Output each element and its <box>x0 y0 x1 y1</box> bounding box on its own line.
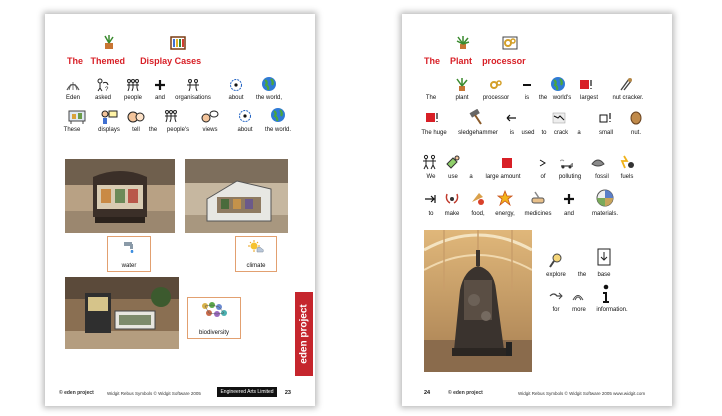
word: a <box>577 130 581 136</box>
page-title: The Plant processor <box>424 56 526 66</box>
flowerpot-icon <box>102 34 116 50</box>
word: displays <box>98 127 120 133</box>
word: about <box>237 127 253 133</box>
word: is <box>524 95 530 101</box>
word: polluting <box>558 174 582 180</box>
of-icon <box>536 156 550 170</box>
sun-icon <box>248 240 264 254</box>
about-icon <box>229 78 243 92</box>
medicine-icon <box>530 190 546 206</box>
about-icon <box>238 109 252 123</box>
word: people <box>123 95 143 101</box>
biodiversity-icon <box>200 301 228 319</box>
small-icon <box>599 111 613 125</box>
plant-icon <box>455 34 471 50</box>
climate-label: climate <box>246 263 266 269</box>
large-square-icon <box>501 156 515 170</box>
word: fuels <box>620 174 634 180</box>
word: and <box>563 211 575 217</box>
nutcracker-icon <box>618 76 634 92</box>
organisations-icon <box>186 78 200 92</box>
word: a <box>469 174 473 180</box>
photo-plant-processor <box>424 230 532 372</box>
photo-display-case-3 <box>65 277 179 349</box>
word: base <box>597 272 611 278</box>
word: processor <box>482 95 510 101</box>
gears-icon <box>489 78 503 92</box>
people-icon <box>164 109 178 123</box>
fuels-icon <box>619 154 635 170</box>
word: for <box>552 307 560 313</box>
engineered-arts-badge: Engineered Arts Limited <box>217 387 277 397</box>
word: world's <box>552 95 572 101</box>
word: fossil <box>595 174 609 180</box>
word: the <box>538 95 548 101</box>
globe-icon <box>270 107 286 123</box>
footer-copyright: © eden project <box>448 390 483 396</box>
climate-card <box>235 236 277 272</box>
word: small <box>598 130 614 136</box>
biodiversity-label: biodiversity <box>198 330 229 336</box>
food-icon <box>470 190 486 206</box>
plant-icon <box>454 76 470 92</box>
svg-text:?: ? <box>105 87 109 92</box>
photo-display-case-2 <box>185 159 288 233</box>
plus-icon <box>153 78 167 92</box>
page-24 <box>402 14 672 406</box>
word: largest <box>579 95 599 101</box>
word: food, <box>471 211 485 217</box>
word: is <box>509 130 515 136</box>
word: organisations <box>175 95 211 101</box>
more-icon <box>571 290 585 302</box>
word: The huge <box>421 130 447 136</box>
word: information. <box>596 307 628 313</box>
biodiversity-card <box>187 297 241 339</box>
word: used <box>521 130 535 136</box>
people-icon <box>126 78 140 92</box>
asked-icon <box>96 78 110 92</box>
hammer-icon <box>468 109 484 125</box>
globe-icon <box>261 76 277 92</box>
globe-icon <box>550 76 566 92</box>
eden-icon <box>66 78 80 92</box>
word: of <box>540 174 546 180</box>
word: use <box>448 174 458 180</box>
plus-icon <box>562 192 576 206</box>
word: the world, <box>255 95 283 101</box>
word: the world. <box>264 127 292 133</box>
footer-copyright: © eden project <box>59 390 94 396</box>
water-label: water <box>121 263 137 269</box>
word: explore <box>546 272 566 278</box>
page-number: 24 <box>424 390 431 396</box>
polluting-icon <box>560 156 574 170</box>
arrow-icon <box>423 192 437 206</box>
word: nut. <box>630 130 642 136</box>
is-icon <box>520 78 534 92</box>
word: the <box>577 272 587 278</box>
eden-project-sidebar: eden project <box>295 292 313 376</box>
word: energy, <box>495 211 515 217</box>
word: people's <box>166 127 190 133</box>
fossil-icon <box>590 154 606 170</box>
word: Eden <box>65 95 81 101</box>
tap-icon <box>121 240 137 254</box>
word: The <box>425 95 437 101</box>
footer-widgit: Widgit Rebus Symbols © Widgit Software 2005 www.widgit.com <box>518 391 646 396</box>
the-icon <box>127 109 145 125</box>
word: tell <box>132 127 140 133</box>
word: crack <box>553 130 569 136</box>
word: These <box>63 127 81 133</box>
arrow-icon <box>505 111 519 125</box>
display-icon <box>68 109 86 125</box>
for-icon <box>549 290 563 302</box>
base-icon <box>597 248 611 266</box>
crack-icon <box>552 111 566 125</box>
word: nut cracker. <box>612 95 644 101</box>
word: large amount <box>485 174 521 180</box>
page-23 <box>45 14 315 406</box>
word: materials. <box>591 211 619 217</box>
word: asked <box>94 95 112 101</box>
word: make <box>444 211 460 217</box>
page-number: 23 <box>284 390 291 396</box>
word: more <box>572 307 586 313</box>
word: the <box>148 127 158 133</box>
we-icon <box>422 154 438 170</box>
word: plant <box>455 95 469 101</box>
page-title: The Themed Display Cases <box>67 56 202 66</box>
magnifier-icon <box>549 252 563 268</box>
water-card <box>107 236 151 272</box>
book-shelf-icon <box>170 36 186 50</box>
energy-icon <box>497 190 513 206</box>
word: to <box>428 211 434 217</box>
word: views <box>202 127 218 133</box>
word: sledgehammer <box>458 130 498 136</box>
word: to <box>541 130 547 136</box>
word: and <box>154 95 166 101</box>
materials-icon <box>596 189 614 207</box>
tell-icon <box>100 109 118 125</box>
nut-icon <box>629 109 643 125</box>
footer-widgit: Widgit Rebus Symbols © Widgit Software 2005 <box>107 391 201 396</box>
largest-icon <box>579 78 593 92</box>
square-icon <box>425 111 439 125</box>
make-icon <box>444 190 460 206</box>
views-icon <box>201 109 219 125</box>
photo-display-case-1 <box>65 159 175 233</box>
word: We <box>426 174 436 180</box>
word: medicines <box>524 211 552 217</box>
gears-icon <box>502 36 518 50</box>
word: about <box>228 95 244 101</box>
use-icon <box>445 154 461 170</box>
information-icon <box>600 284 612 304</box>
